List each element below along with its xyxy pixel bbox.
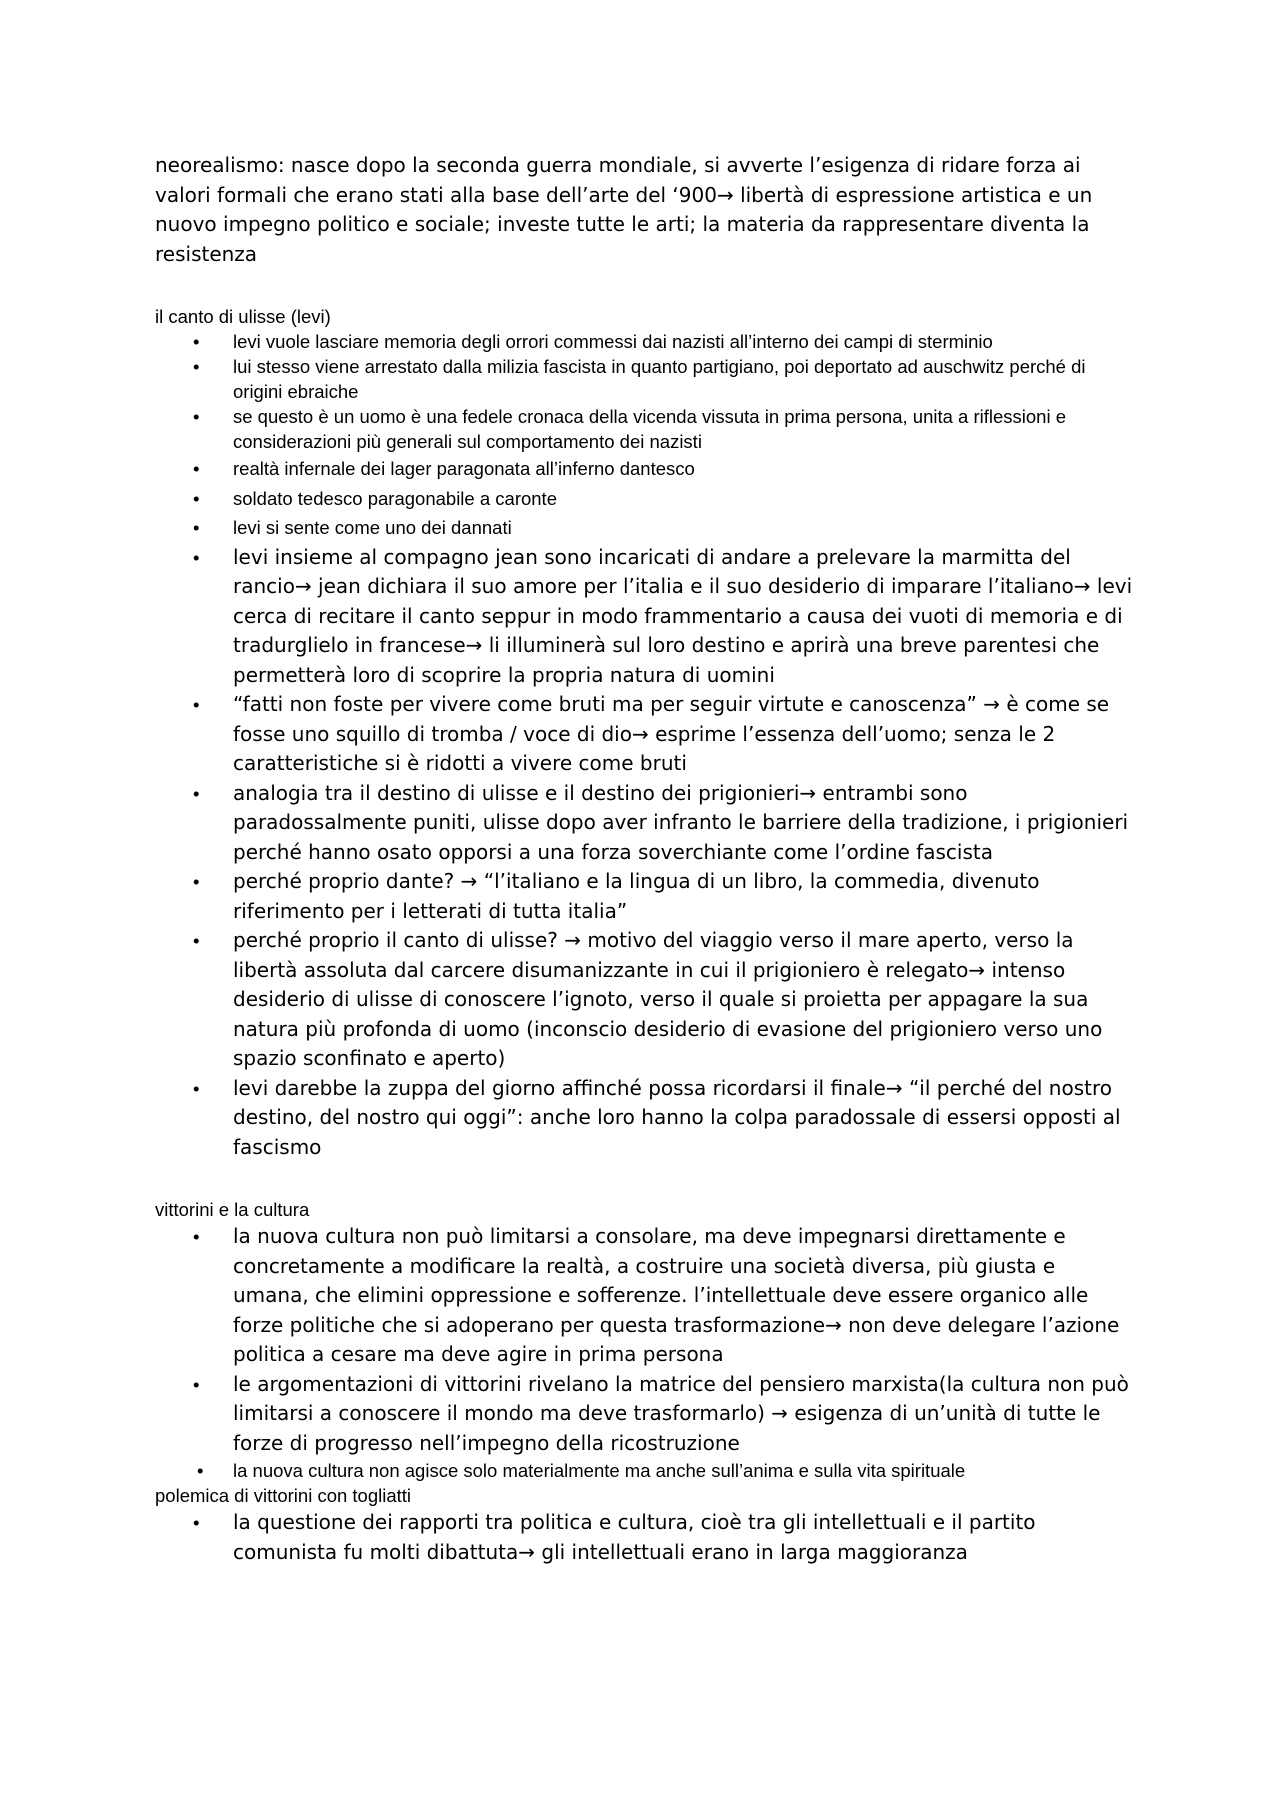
document-page [155,151,1135,1567]
bullet-icon: • [193,331,200,352]
bullet-icon: • [197,1460,204,1481]
list-item-text: levi insieme al compagno jean sono incaricati di andare a prelevare la marmitta del rancio→ jean dichiara il suo amore per l’italia e il suo desiderio di imparare l’italiano→ levi cerca di recitare il canto seppur in modo frammentario a causa dei vuoti di memoria e di tradurglielo in francese→ li illuminerà sul loro destino e aprirà una breve parentesi che permetterà loro di scoprire la propria natura di uomini [233,544,1133,687]
list-item-text: realtà infernale dei lager paragonata all’inferno dantesco [233,458,695,479]
vittorini-cultura-list [155,1222,1135,1483]
list-item-text: la questione dei rapporti tra politica e cultura, cioè tra gli intellettuali e il partito comunista fu molti dibattuta→ gli intellettuali erano in larga maggioranza [233,1510,1036,1564]
intro-paragraph: neorealismo: nasce dopo la seconda guerra mondiale, si avverte l’esigenza di ridare forza ai valori formali che erano stati alla base dell’arte del ‘900→ libertà di espressione artistica e un nuovo impegno politico e sociale; investe tutte le arti; la materia da rappresentare diventa la resistenza [155,153,1093,266]
list-item [155,329,1135,354]
list-item-text: la nuova cultura non agisce solo materialmente ma anche sull’anima e sulla vita spirituale [233,1460,966,1481]
list-item-text: lui stesso viene arrestato dalla milizia fascista in quanto partigiano, poi deportato ad auschwitz perché di origini ebraiche [233,356,1086,402]
list-item [155,1222,1135,1370]
bullet-icon: • [193,694,200,715]
list-item-text: le argomentazioni di vittorini rivelano la matrice del pensiero marxista(la cultura non può limitarsi a conoscere il mondo ma deve trasformarlo) → esigenza di un’unità di tutte le forze di progresso nell’impegno della ricostruzione [233,1371,1129,1455]
section-heading-vittorini-cultura: vittorini e la cultura [155,1199,310,1220]
list-item [155,779,1135,868]
list-item [155,926,1135,1074]
list-item-text: levi vuole lasciare memoria degli orrori commessi dai nazisti all’interno dei campi di sterminio [233,331,993,352]
list-item-text: perché proprio dante? → “l’italiano e la lingua di un libro, la commedia, divenuto riferimento per i letterati di tutta italia” [233,869,1040,923]
list-item [155,867,1135,926]
bullet-icon: • [193,930,200,951]
polemica-togliatti-list [155,1508,1135,1567]
list-item-text: perché proprio il canto di ulisse? → motivo del viaggio verso il mare aperto, verso la libertà assoluta dal carcere disumanizzante in cui il prigioniero è relegato→ intenso desiderio di ulisse di conoscere l’ignoto, verso il quale si proietta per appagare la sua natura più profonda di uomo (inconscio desiderio di evasione del prigioniero verso uno spazio sconfinato e aperto) [233,928,1103,1070]
bullet-icon: • [193,1226,200,1247]
list-item [155,543,1135,691]
list-item [155,484,1135,514]
list-item [155,1370,1135,1459]
bullet-icon: • [193,406,200,427]
list-item [155,404,1135,454]
list-item [155,1508,1135,1567]
bullet-icon: • [193,546,200,568]
list-item-text: “fatti non foste per vivere come bruti ma per seguir virtute e canoscenza” → è come se fosse uno squillo di tromba / voce di dio→ esprime l’essenza dell’uomo; senza le 2 caratteristiche si è ridotti a vivere come bruti [233,692,1110,775]
list-item [155,1458,1135,1483]
list-item [155,1074,1135,1163]
list-item-text: soldato tedesco paragonabile a caronte [233,487,557,509]
bullet-icon: • [193,487,200,509]
list-item-text: la nuova cultura non può limitarsi a consolare, ma deve impegnarsi direttamente e concretamente a modificare la realtà, a costruire una società diversa, più giusta e umana, che elimini oppressione e sofferenze. l’intellettuale deve essere organico alle forze politiche che si adoperano per questa trasformazione→ non deve delegare l’azione politica a cesare ma deve agire in prima persona [233,1224,1120,1366]
bullet-icon: • [193,871,200,892]
list-item-text: se questo è un uomo è una fedele cronaca della vicenda vissuta in prima persona, unita a riflessioni e considerazioni più generali sul comportamento dei nazisti [233,406,1067,452]
canto-di-ulisse-list [155,329,1135,1162]
list-item [155,513,1135,543]
bullet-icon: • [193,782,200,804]
bullet-icon: • [193,458,200,479]
bullet-icon: • [193,517,200,538]
list-item-text: analogia tra il destino di ulisse e il destino dei prigionieri→ entrambi sono paradossalmente puniti, ulisse dopo aver infranto le barriere della tradizione, i prigionieri perché hanno osato opporsi a una forza soverchiante come l’ordine fascista [233,780,1129,864]
section-heading-canto-di-ulisse: il canto di ulisse (levi) [155,306,331,327]
list-item-text: levi si sente come uno dei dannati [233,517,512,538]
list-item [155,354,1135,404]
list-item [155,454,1135,484]
bullet-icon: • [193,1077,200,1099]
bullet-icon: • [193,1373,200,1395]
bullet-icon: • [193,356,200,377]
bullet-icon: • [193,1512,200,1533]
section-heading-polemica-togliatti: polemica di vittorini con togliatti [155,1485,412,1506]
list-item [155,690,1135,779]
list-item-text: levi darebbe la zuppa del giorno affinché possa ricordarsi il finale→ “il perché del nostro destino, del nostro qui oggi”: anche loro hanno la colpa paradossale di essersi opposti al fascismo [233,1075,1121,1159]
